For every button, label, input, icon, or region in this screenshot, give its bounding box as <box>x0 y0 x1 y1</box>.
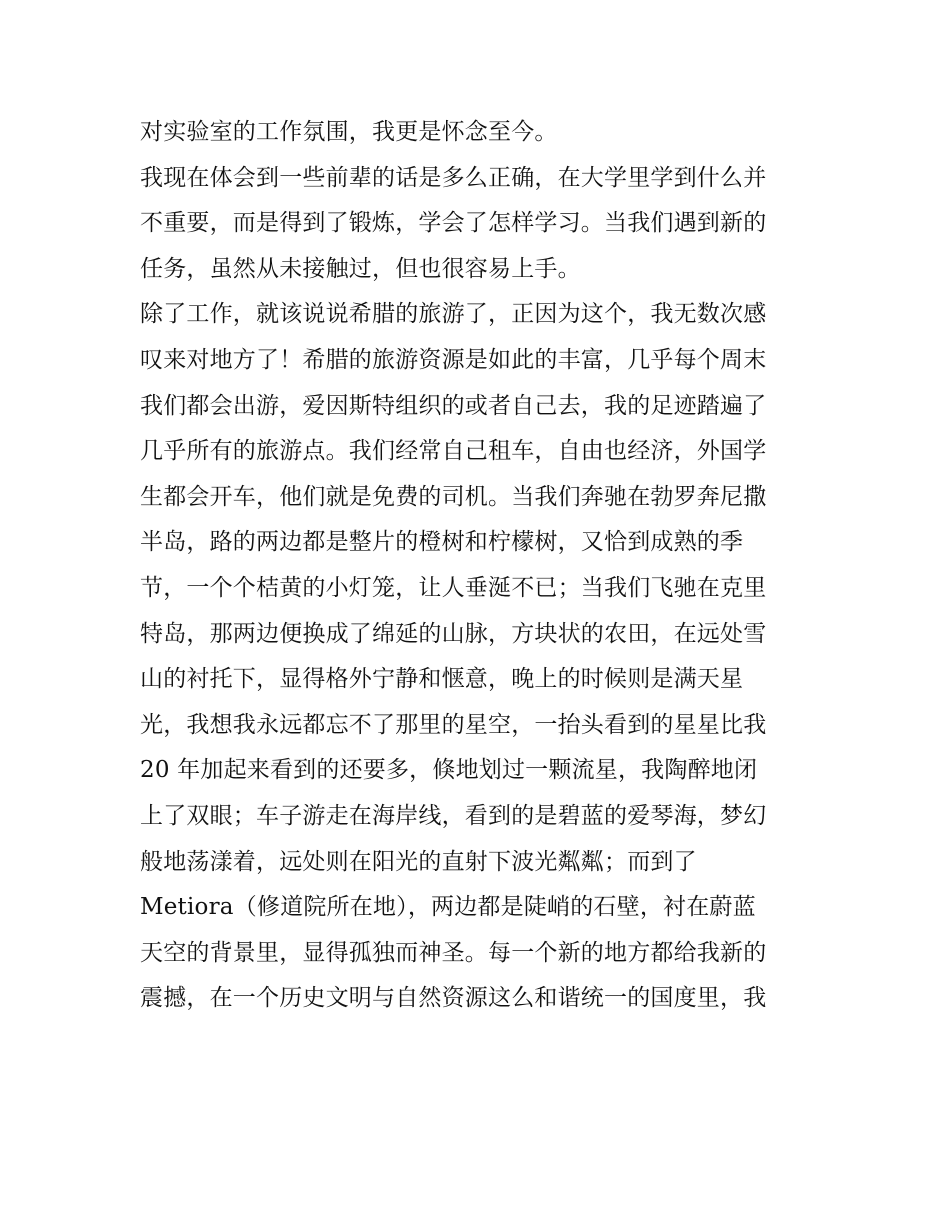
text-line: 对实验室的工作氛围，我更是怀念至今。 <box>140 119 558 145</box>
text-line: 生都会开车，他们就是免费的司机。当我们奔驰在勃罗奔尼撒 <box>140 483 767 510</box>
text-line: 我们都会出游，爱因斯特组织的或者自己去，我的足迹踏遍了 <box>140 392 767 419</box>
text-line: 任务，虽然从未接触过，但也很容易上手。 <box>140 255 581 282</box>
text-line: 叹来对地方了！希腊的旅游资源是如此的丰富，几乎每个周末 <box>140 346 767 373</box>
text-line: 天空的背景里，显得孤独而神圣。每一个新的地方都给我新的 <box>140 939 767 966</box>
text-line: 山的衬托下，显得格外宁静和惬意，晚上的时候则是满天星 <box>140 666 744 693</box>
text-line: 我现在体会到一些前辈的话是多么正确，在大学里学到什么并 <box>140 164 767 191</box>
text-line: 20 年加起来看到的还要多，倏地划过一颗流星，我陶醉地闭 <box>140 757 758 784</box>
text-line: 光，我想我永远都忘不了那里的星空，一抬头看到的星星比我 <box>140 711 767 738</box>
text-line: Metiora（修道院所在地），两边都是陡峭的石壁，衬在蔚蓝 <box>140 894 756 921</box>
text-line: 半岛，路的两边都是整片的橙树和柠檬树，又恰到成熟的季 <box>140 529 744 556</box>
text-line: 震撼，在一个历史文明与自然资源这么和谐统一的国度里，我 <box>140 985 767 1012</box>
text-line: 节，一个个桔黄的小灯笼，让人垂涎不已；当我们飞驰在克里 <box>140 574 767 601</box>
text-line: 般地荡漾着，远处则在阳光的直射下波光粼粼；而到了 <box>140 848 697 875</box>
text-line: 几乎所有的旅游点。我们经常自己租车，自由也经济，外国学 <box>140 438 767 465</box>
text-line: 除了工作，就该说说希腊的旅游了，正因为这个，我无数次感 <box>140 301 767 328</box>
text-line: 不重要，而是得到了锻炼，学会了怎样学习。当我们遇到新的 <box>140 210 767 237</box>
text-line: 上了双眼；车子游走在海岸线，看到的是碧蓝的爱琴海，梦幻 <box>140 802 767 829</box>
body-text <box>140 110 820 1022</box>
text-line: 特岛，那两边便换成了绵延的山脉，方块状的农田，在远处雪 <box>140 620 767 647</box>
